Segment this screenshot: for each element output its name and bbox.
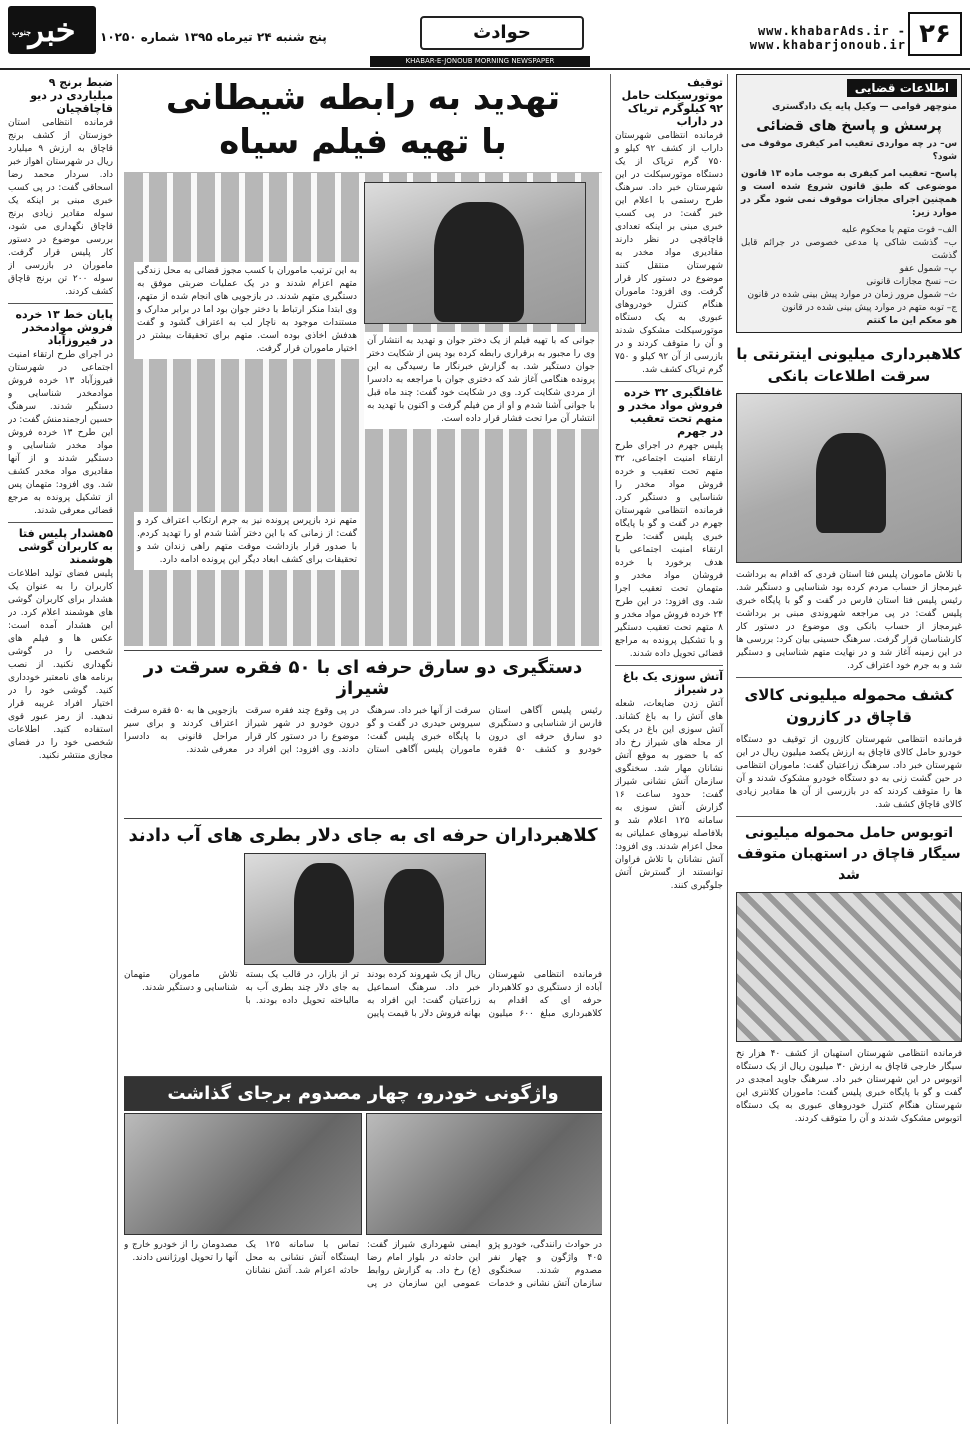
photo-cigarette-cartons: [736, 892, 962, 1042]
legal-item: ت– نسخ مجازات قانونی: [866, 277, 957, 287]
person-figure: [294, 863, 354, 963]
story-bottom-text: متهم نزد بازپرس پرونده نیز به جرم ارتکاب اعتراف کرد و گفت: از زمانی که با این دختر آشنا شدم او را تهدید کردم. با صدور قرار بازداشت موقت متهم راهی زندان شد و تحقیقات برای کشف ابعاد دیگر این پرونده ادامه دارد.: [134, 512, 360, 570]
column-two: [610, 74, 728, 1424]
logo-text: خبر: [28, 11, 76, 49]
right-column: [736, 74, 962, 1424]
english-strip: KHABAR-E-JONOUB MORNING NEWSPAPER: [370, 56, 590, 67]
person-back-figure: [434, 202, 524, 322]
internet-fraud-text: با تلاش ماموران پلیس فتا استان فردی که اقدام به برداشت غیرمجاز از حساب مردم کرده بود شناسایی و دستگیر شد. رئیس پلیس فتا استان فارس در گفت و گو با پایگاه خبری پلیس گفت: در پی مراجعه شهروندی مبنی بر برداشت غیرمجاز از حساب بانکی وی موضوع در دستور کار کارشناسان قرار گرفت. سرهنگ حسینی بیان کرد: بررسی ها در این زمینه آغاز شد و در نهایت متهم شناسایی و دستگیر شد و به جرم خود اعتراف کرد.: [736, 570, 962, 671]
thieves-title: دستگیری دو سارق حرفه ای با ۵۰ فقره سرقت در شیراز: [143, 657, 583, 699]
legal-head: اطلاعات قضایی: [847, 79, 957, 97]
kazerun-title: کشف محموله میلیونی کالای قاچاق در کازرون: [744, 686, 954, 726]
logo-sub: جنوب: [12, 27, 32, 37]
person-figure: [816, 433, 886, 533]
jahrom-title: غافلگیری ۳۲ خرده فروش مواد مخدر و متهم تحت تعقیب در جهرم: [618, 386, 723, 438]
newspaper-logo: [8, 6, 96, 54]
masthead: [0, 0, 970, 70]
photo-accident-1: [124, 1113, 362, 1235]
legal-title: پرسش و پاسخ های قضائی: [756, 118, 942, 134]
legal-item: پ– شمول عفو: [899, 264, 957, 274]
section-title: حوادث: [420, 16, 584, 50]
legal-item: ب– گذشت شاکی یا مدعی خصوصی در جرائم قابل گذشت: [741, 238, 957, 261]
headline-bottom: با تهیه فیلم سیاه: [219, 122, 507, 162]
fata-title: ۵هشدار پلیس فتا به کاربران گوشی هوشمند: [18, 527, 113, 566]
firuzabad-title: پایان خط ۱۳ خرده فروش موادمخدر در فیروزآباد: [15, 308, 113, 347]
rice-text: فرمانده انتظامی استان خوزستان از کشف برنج قاچاق به ارزش ۹ میلیارد ریال در شهرستان اهواز خبر داد. سردار محمد رضا اسحاقی گفت: در پی کسب خبری مبنی بر اینکه یک سوله مقادیر زیادی برنج قاچاق نگهداری می شود، بررسی موضوع در دستور کار پلیس قرار گرفت. ماموران در بازرسی از سوله ۲۰۰ تن برنج قاچاق کشف کردند.: [8, 118, 113, 297]
opium-title: توقیف موتورسیکلت حامل ۹۲ کیلوگرم تریاک در داراب: [621, 76, 723, 128]
cigarette-photo: [736, 892, 962, 1042]
legal-sub: منوچهر قوامی — وکیل پایه یک دادگستری: [772, 102, 957, 112]
fata-text: پلیس فضای تولید اطلاعات کاربران را به عنوان یک هشدار برای کاربران گوشی های هوشمند اعلام کرد. در این هشدار آمده است: عکس ها و فیلم های شخصی را در گوشی نگهداری نکنید. از نصب برنامه های نامعتبر خودداری کنید. گوشی خود را در اختیار افراد غریبه قرار ندهید. از رمز عبور قوی استفاده کنید. اطلاعات شخصی خود را در فضای مجازی منتشر نکنید.: [8, 569, 113, 761]
thieves-story: [124, 650, 602, 811]
site-urls: www.khabarAds.ir - www.khabarjonoub.ir: [749, 24, 906, 52]
legal-box: [736, 74, 962, 333]
accident-text: در حوادث رانندگی، خودرو پژو ۴۰۵ واژگون و چهار نفر مصدوم شدند. سخنگوی سازمان آتش نشانی و خدمات ایمنی شهرداری شیراز گفت: این حادثه در بلوار امام رضا (ع) رخ داد. به گزارش روابط عمومی این سازمان در پی تماس با سامانه ۱۲۵ یک ایستگاه آتش نشانی به محل حادثه اعزام شد. آتش نشانان مصدومان را از خودرو خارج و آنها را تحویل اورژانس دادند.: [124, 1240, 602, 1289]
legal-item: ث– شمول مرور زمان در موارد پیش بینی شده در قانون: [747, 290, 957, 300]
fraud-title: کلاهبرداران حرفه ای به جای دلار بطری های آب دادند: [128, 825, 598, 846]
fire-text: آتش زدن ضایعات، شعله های آتش را به باغ کشاند. آتش سوزی این باغ در یکی از محله های شیراز رخ داد که با حضور به موقع آتش نشانان مهار شد. سخنگوی سازمان آتش نشانی شیراز گفت: حدود ساعت ۱۶ گزارش آتش سوزی به سامانه ۱۲۵ اعلام شد و بلافاصله نیروهای عملیاتی به محل اعزام شدند. وی افزود: آتش نشانان با تلاش فراوان توانستند از گسترش آتش جلوگیری کنند.: [615, 699, 723, 891]
thieves-text: رئیس پلیس آگاهی استان فارس از شناسایی و دستگیری دو سارق حرفه ای درون خودرو و کشف ۵۰ فقره سرقت از آنها خبر داد. سرهنگ سیروس حیدری در گفت و گو با پایگاه خبری پلیس گفت: ماموران پلیس آگاهی استان در پی وقوع چند فقره سرقت درون خودرو در شهر شیراز موضوع را در دستور کار قرار دادند. وی افزود: این افراد در بازجویی ها به ۵۰ فقره سرقت اعتراف کردند و برای سیر مراحل قانونی به دادسرا معرفی شدند.: [124, 706, 602, 755]
person-figure: [384, 869, 444, 963]
left-column: [8, 74, 118, 1424]
story-right-text: به این ترتیب ماموران با کسب مجوز قضائی به محل زندگی متهم اعزام شدند و در یک عملیات ضربتی موفق به دستگیری متهم شدند. در بازجویی های انجام شده از متهم، وی ابتدا منکر ارتباط با دختر جوان بود اما در برابر مدارک و مستندات موجود به ناچار لب به اعتراف گشود و گفت هدفش اخاذی بوده است. متهم برای تحقیقات بیشتر در اختیار ماموران قرار گرفت.: [134, 262, 360, 359]
legal-question: س– در چه مواردی تعقیب امر کیفری موقوف می شود؟: [741, 139, 957, 162]
firuzabad-text: در اجرای طرح ارتقاء امنیت اجتماعی در شهرستان فیروزآباد ۱۳ خرده فروش موادمخدر شناسایی و دستگیر شدند. سرهنگ حسین ارجمندمنش گفت: در این طرح ۱۳ خرده فروش مواد مخدر شناسایی و دستگیر شدند و از آنها مقادیری مواد مخدر کشف شد. وی افزود: متهمان پس از تشکیل پرونده به مرجع قضائی معرفی شدند.: [8, 350, 113, 516]
rice-title: ضبط برنج ۹ میلیاردی در دیو قاچاقچیان: [30, 76, 113, 115]
fire-title: آتش سوزی یک باغ در شیراز: [622, 670, 723, 696]
photo-fraudsters: [244, 853, 486, 965]
internet-fraud-title: کلاهبرداری میلیونی اینترنتی با سرقت اطلاعات بانکی: [736, 345, 962, 385]
headline-top: تهدید به رابطه شیطانی: [165, 78, 561, 118]
legal-item: ج– توبه متهم در موارد پیش بینی شده در قانون: [781, 303, 957, 313]
legal-item: الف– فوت متهم یا محکوم علیه: [841, 225, 957, 235]
film-strip-graphic: [124, 172, 602, 646]
internet-fraud-photo: [736, 393, 962, 563]
photo-accident-2: [366, 1113, 602, 1235]
kazerun-text: فرمانده انتظامی شهرستان کازرون از توقیف دو دستگاه خودرو حامل کالای قاچاق به ارزش یکصد میلیون ریال در این شهرستان خبر داد. سرهنگ زراعتیان گفت: ماموران انتظامی در حین گشت زنی به دو دستگاه خودرو مشکوک شدند و آن ها را متوقف کردند که در بازرسی از آن ها مقادیر زیادی کالای قاچاق کشف شد.: [736, 735, 962, 810]
legal-item: هو معکم این ما کنتم: [866, 316, 957, 326]
fraud-text: فرمانده انتظامی شهرستان آباده از دستگیری دو کلاهبردار حرفه ای که اقدام به کلاهبرداری مبلغ ۶۰۰ میلیون ریال از یک شهروند کرده بودند خبر داد. سرهنگ اسماعیل زراعتیان گفت: این افراد به بهانه فروش دلار با قیمت پایین تر از بازار، در قالب یک بسته به جای دلار چند بطری آب به مالباخته تحویل داده بودند. با تلاش ماموران متهمان شناسایی و دستگیر شدند.: [124, 970, 602, 1019]
bus-text: فرمانده انتظامی شهرستان استهبان از کشف ۴۰ هزار نخ سیگار خارجی قاچاق به ارزش ۳۰ میلیون ریال از یک دستگاه اتوبوس در این شهرستان خبر داد. سرهنگ جاوید امجدی در گفت و گو با پایگاه خبری پلیس گفت: ماموران کلانتری این شهرستان هنگام کنترل خودروهای عبوری به یک دستگاه اتوبوس مشکوک شدند و آن را متوقف کردند.: [736, 1049, 962, 1124]
jahrom-text: پلیس جهرم در اجرای طرح ارتقاء امنیت اجتماعی، ۳۲ متهم تحت تعقیب و خرده فروش مواد مخدر را شناسایی و دستگیر کرد. فرمانده انتظامی شهرستان جهرم در گفت و گو با پایگاه خبری پلیس گفت: طرح ارتقاء امنیت اجتماعی با هدف برخورد با خرده فروشان مواد مخدر و متهمان تحت تعقیب اجرا شد. وی افزود: در این طرح ۲۴ خرده فروش مواد مخدر و ۸ متهم تحت تعقیب دستگیر و با تشکیل پرونده به مراجع قضائی تحویل داده شدند.: [615, 441, 723, 659]
accident-title: واژگونی خودرو، چهار مصدوم برجای گذاشت: [124, 1077, 602, 1111]
page-number: ۲۶: [908, 12, 962, 56]
opium-text: فرمانده انتظامی شهرستان داراب از کشف ۹۲ کیلو و ۷۵۰ گرم تریاک از یک دستگاه موتورسیکلت در این شهرستان خبر داد. سرهنگ طرح رستمی با اعلام این خبر گفت: در پی کسب خبری مبنی بر اینکه تعدادی قاچاقچی در نظر دارند مقادیری مواد مخدر به شهرستان منتقل کنند موضوع در دستور کار قرار گرفت. وی افزود: ماموران هنگام کنترل خودروهای عبوری به یک دستگاه موتورسیکلت مشکوک شدند و آن را متوقف کردند و در بازرسی از آن ۹۲ کیلو و ۷۵۰ گرم تریاک کشف شد.: [615, 131, 723, 375]
issue-dateline: پنج شنبه ۲۴ تیرماه ۱۳۹۵ شماره ۱۰۲۵۰: [100, 30, 327, 44]
story-left-text: جوانی که با تهیه فیلم از یک دختر جوان و تهدید به انتشار آن وی را مجبور به برقراری رابطه کرده بود پس از شکایت دختر جوان دستگیر شد. به گزارش خبرنگار ما رسیدگی به این پرونده هنگامی آغاز شد که دختری جوان با مراجعه به دادسرا از مردی شکایت کرد. وی در شکایت خود گفت: چند ماه قبل با جوانی آشنا شدم و او از من فیلم گرفت و اکنون با تهدید به انتشار آن مرا تحت فشار قرار داده است.: [364, 332, 598, 429]
legal-answer: پاسخ– تعقیب امر کیفری به موجب ماده ۱۳ قانون موضوعی که طبق قانون شروع شده است و همچنین اجرای مجازات موقوف نمی شود مگر در موارد زیر:: [741, 169, 958, 218]
fraud-story: [124, 818, 602, 1071]
main-story: [124, 76, 602, 646]
accident-story: [124, 1076, 602, 1427]
bus-title: اتوبوس حامل محموله میلیونی سیگار قاچاق در استهبان متوقف شد: [737, 825, 961, 883]
